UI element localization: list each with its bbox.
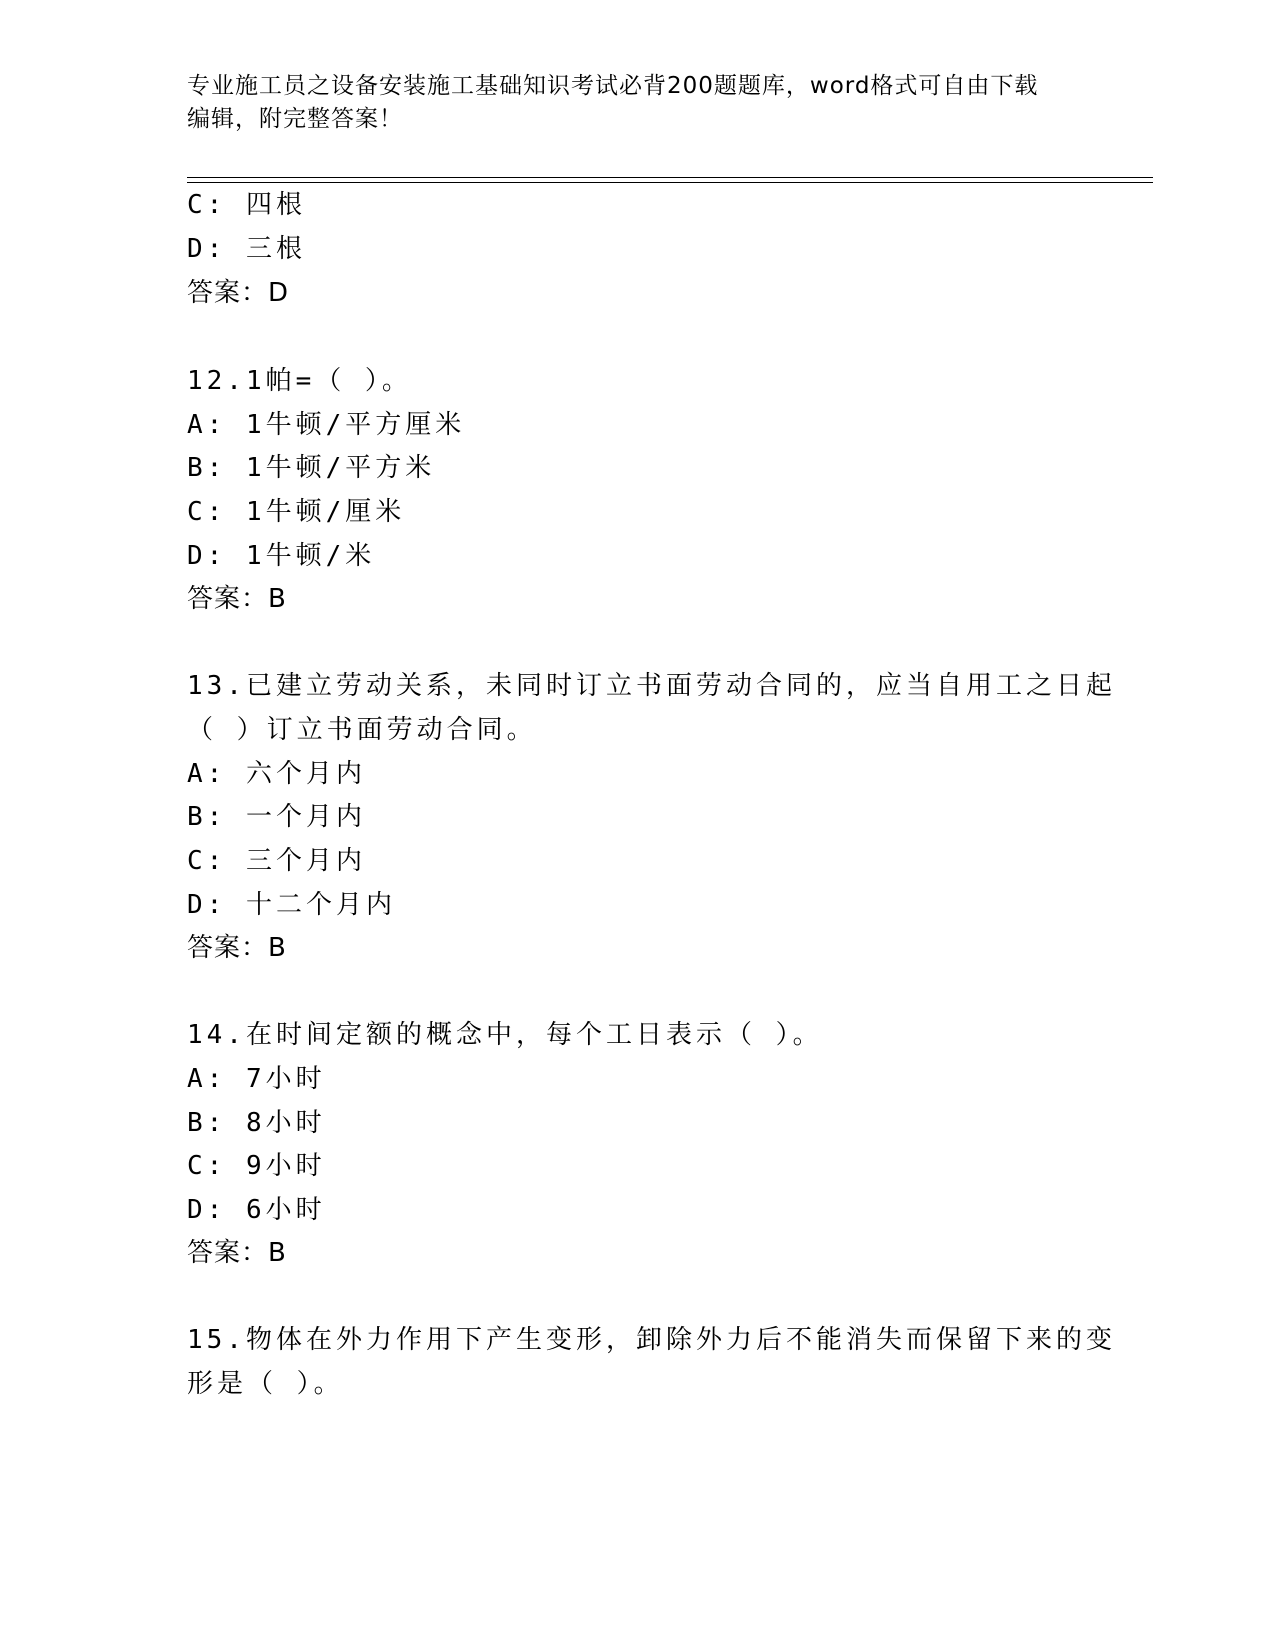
q13-answer: 答案：B — [187, 933, 287, 963]
q13-stem-line-1: 13.已建立劳动关系，未同时订立书面劳动合同的，应当自用工之日起 — [187, 671, 1116, 701]
q14-stem: 14.在时间定额的概念中，每个工日表示（ ）。 — [187, 1020, 823, 1050]
q13-option-c: C: 三个月内 — [187, 846, 366, 876]
q12-stem: 12.1帕=（ ）。 — [187, 366, 412, 396]
q12-option-b: B: 1牛顿/平方米 — [187, 453, 436, 483]
q13-stem-line-2: （ ）订立书面劳动合同。 — [187, 715, 537, 745]
q12-option-c: C: 1牛顿/厘米 — [187, 497, 406, 527]
q11-option-c: C: 四根 — [187, 190, 306, 220]
q14-option-d: D: 6小时 — [187, 1195, 326, 1225]
header-divider-bottom — [187, 182, 1153, 183]
q11-answer: 答案：D — [187, 278, 290, 308]
q15-stem-line-1: 15.物体在外力作用下产生变形，卸除外力后不能消失而保留下来的变 — [187, 1325, 1116, 1355]
header-divider-top — [187, 177, 1153, 178]
q14-answer: 答案：B — [187, 1238, 287, 1268]
q12-answer: 答案：B — [187, 584, 287, 614]
header-line-2: 编辑，附完整答案！ — [187, 106, 403, 132]
header-line-1: 专业施工员之设备安装施工基础知识考试必背200题题库，word格式可自由下载 — [187, 73, 1039, 99]
q12-option-a: A: 1牛顿/平方厘米 — [187, 410, 466, 440]
q13-option-d: D: 十二个月内 — [187, 890, 396, 920]
q15-stem-line-2: 形是（ ）。 — [187, 1369, 344, 1399]
q13-option-b: B: 一个月内 — [187, 802, 366, 832]
q11-option-d: D: 三根 — [187, 234, 306, 264]
document-header — [187, 70, 1067, 136]
q14-option-c: C: 9小时 — [187, 1151, 326, 1181]
q14-option-a: A: 7小时 — [187, 1064, 326, 1094]
q14-option-b: B: 8小时 — [187, 1108, 326, 1138]
q13-option-a: A: 六个月内 — [187, 759, 366, 789]
q12-option-d: D: 1牛顿/米 — [187, 541, 376, 571]
